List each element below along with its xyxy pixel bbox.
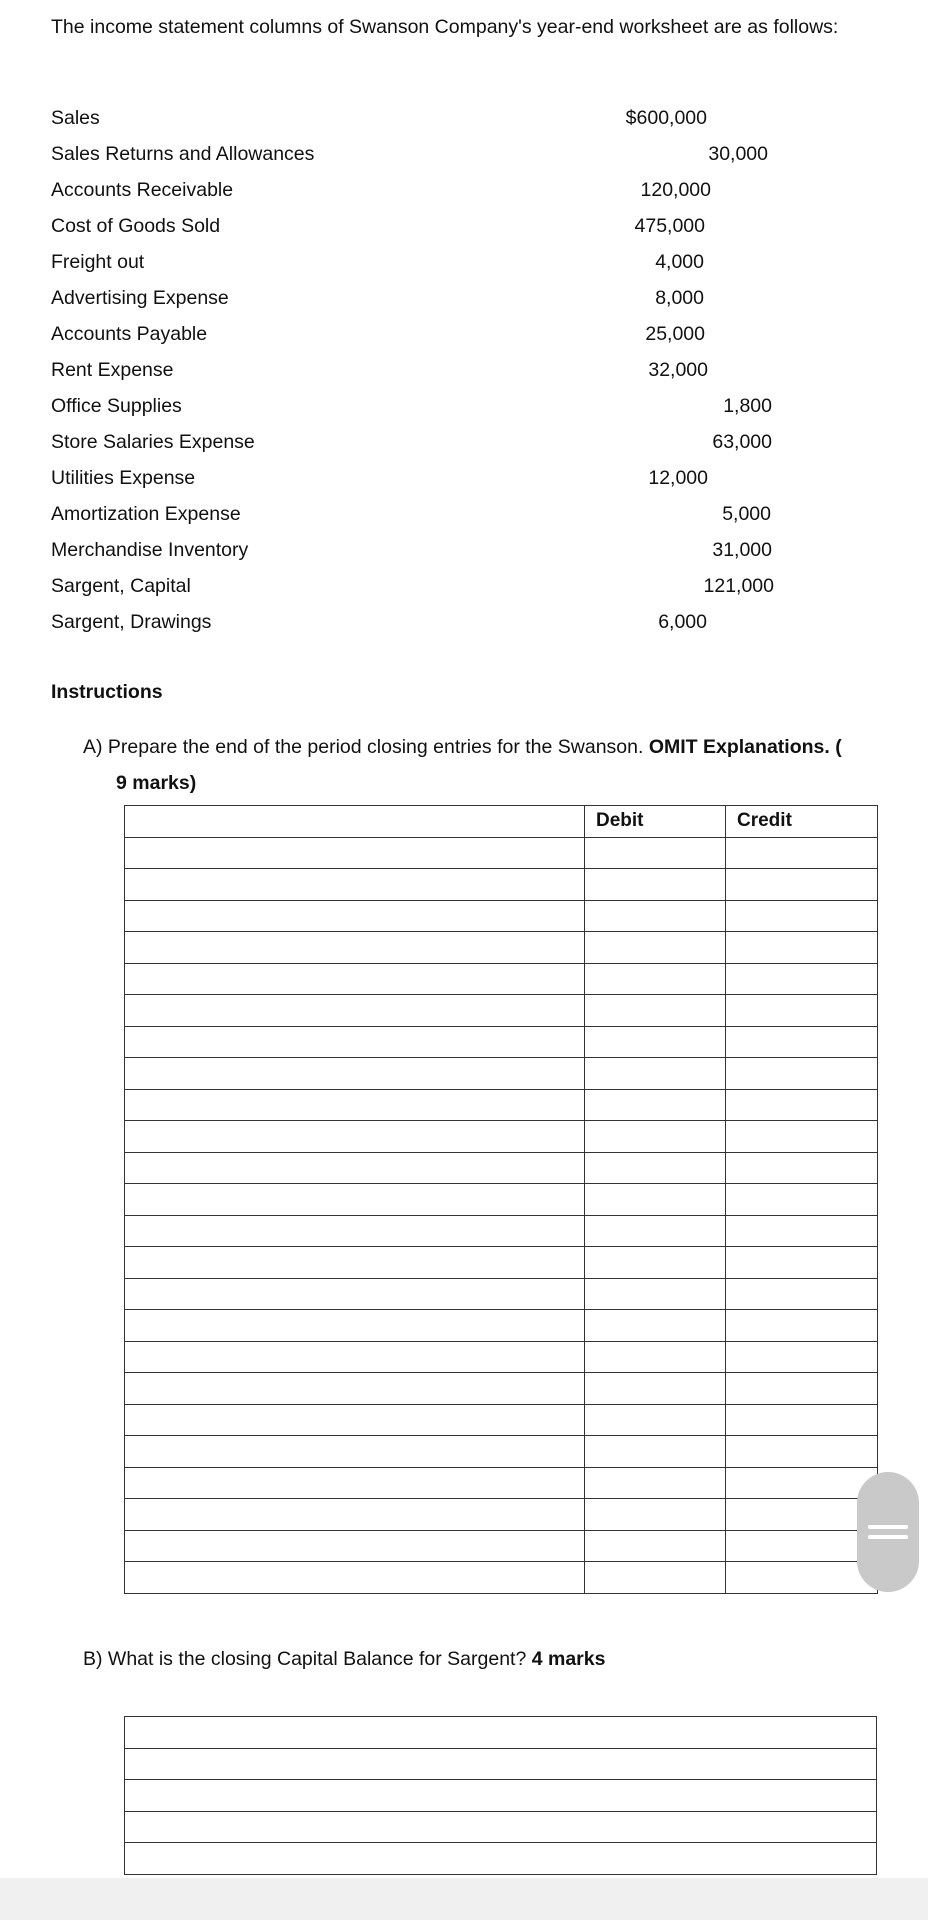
account-amount: 121,000 bbox=[703, 575, 774, 597]
account-name: Cost of Goods Sold bbox=[51, 215, 221, 237]
answer-cell[interactable] bbox=[125, 1843, 877, 1875]
account-amount: 8,000 bbox=[655, 287, 704, 309]
journal-credit-cell[interactable] bbox=[726, 1530, 878, 1562]
journal-row bbox=[125, 1373, 878, 1405]
journal-row bbox=[125, 1404, 878, 1436]
journal-account-cell[interactable] bbox=[125, 1215, 585, 1247]
journal-debit-cell[interactable] bbox=[585, 837, 726, 869]
journal-account-cell[interactable] bbox=[125, 1058, 585, 1090]
journal-row bbox=[125, 1215, 878, 1247]
grip-line-icon bbox=[868, 1535, 908, 1539]
journal-account-cell[interactable] bbox=[125, 1026, 585, 1058]
journal-credit-cell[interactable] bbox=[726, 963, 878, 995]
journal-debit-cell[interactable] bbox=[585, 900, 726, 932]
account-name: Amortization Expense bbox=[51, 503, 241, 525]
journal-header-row bbox=[125, 806, 878, 838]
journal-account-cell[interactable] bbox=[125, 1467, 585, 1499]
journal-account-cell[interactable] bbox=[125, 1436, 585, 1468]
journal-debit-cell[interactable] bbox=[585, 995, 726, 1027]
journal-account-cell[interactable] bbox=[125, 1121, 585, 1153]
journal-debit-cell[interactable] bbox=[585, 1467, 726, 1499]
account-amount: 12,000 bbox=[648, 467, 708, 489]
journal-account-header bbox=[125, 806, 585, 838]
answer-table bbox=[124, 1716, 877, 1875]
question-b-text: B) What is the closing Capital Balance for Sargent? bbox=[83, 1648, 527, 1670]
journal-credit-cell[interactable] bbox=[726, 995, 878, 1027]
journal-account-cell[interactable] bbox=[125, 1341, 585, 1373]
journal-credit-cell[interactable] bbox=[726, 1058, 878, 1090]
account-amount: 475,000 bbox=[634, 215, 705, 237]
journal-credit-cell[interactable] bbox=[726, 1215, 878, 1247]
journal-account-cell[interactable] bbox=[125, 995, 585, 1027]
journal-entry-table bbox=[124, 805, 878, 1594]
journal-row bbox=[125, 932, 878, 964]
journal-row bbox=[125, 1247, 878, 1279]
answer-row bbox=[125, 1811, 877, 1843]
account-amount: 30,000 bbox=[708, 143, 768, 165]
answer-row bbox=[125, 1717, 877, 1749]
journal-debit-cell[interactable] bbox=[585, 1310, 726, 1342]
journal-credit-cell[interactable] bbox=[726, 1278, 878, 1310]
journal-debit-cell[interactable] bbox=[585, 1404, 726, 1436]
journal-account-cell[interactable] bbox=[125, 1278, 585, 1310]
answer-row bbox=[125, 1780, 877, 1812]
journal-debit-cell[interactable] bbox=[585, 1373, 726, 1405]
account-name: Sales Returns and Allowances bbox=[51, 143, 315, 165]
account-name: Office Supplies bbox=[51, 395, 182, 417]
journal-account-cell[interactable] bbox=[125, 837, 585, 869]
account-name: Merchandise Inventory bbox=[51, 539, 249, 561]
journal-account-cell[interactable] bbox=[125, 900, 585, 932]
account-name: Freight out bbox=[51, 251, 145, 273]
journal-row bbox=[125, 963, 878, 995]
journal-credit-cell[interactable] bbox=[726, 1341, 878, 1373]
journal-row bbox=[125, 1499, 878, 1531]
journal-credit-cell[interactable] bbox=[726, 1247, 878, 1279]
journal-debit-cell[interactable] bbox=[585, 1026, 726, 1058]
account-amount: 120,000 bbox=[640, 179, 711, 201]
journal-account-cell[interactable] bbox=[125, 932, 585, 964]
account-name: Sales bbox=[51, 107, 100, 129]
intro-text: The income statement columns of Swanson Company's year-end worksheet are as follows: bbox=[51, 16, 839, 38]
account-amount: 32,000 bbox=[648, 359, 708, 381]
answer-cell[interactable] bbox=[125, 1748, 877, 1780]
journal-row bbox=[125, 1278, 878, 1310]
journal-credit-cell[interactable] bbox=[726, 869, 878, 901]
journal-debit-cell[interactable] bbox=[585, 1247, 726, 1279]
account-amount: 1,800 bbox=[723, 395, 772, 417]
journal-debit-cell[interactable] bbox=[585, 1436, 726, 1468]
journal-credit-cell[interactable] bbox=[726, 837, 878, 869]
journal-debit-cell[interactable] bbox=[585, 1058, 726, 1090]
journal-credit-cell[interactable] bbox=[726, 1499, 878, 1531]
bottom-toolbar bbox=[0, 1878, 928, 1920]
journal-debit-cell[interactable] bbox=[585, 932, 726, 964]
journal-account-cell[interactable] bbox=[125, 963, 585, 995]
answer-cell[interactable] bbox=[125, 1780, 877, 1812]
journal-row bbox=[125, 1310, 878, 1342]
journal-row bbox=[125, 1121, 878, 1153]
journal-account-cell[interactable] bbox=[125, 1404, 585, 1436]
question-a-bold: OMIT Explanations. ( bbox=[648, 736, 842, 758]
journal-credit-cell[interactable] bbox=[726, 900, 878, 932]
journal-row bbox=[125, 1184, 878, 1216]
journal-account-cell[interactable] bbox=[125, 1562, 585, 1594]
answer-cell[interactable] bbox=[125, 1717, 877, 1749]
question-a bbox=[83, 736, 842, 759]
account-amount: $600,000 bbox=[625, 107, 707, 129]
journal-row bbox=[125, 837, 878, 869]
answer-row bbox=[125, 1843, 877, 1875]
instructions-heading: Instructions bbox=[51, 681, 163, 703]
question-a-text: A) Prepare the end of the period closing entries for the Swanson. bbox=[83, 736, 644, 758]
grip-line-icon bbox=[868, 1525, 908, 1529]
account-name: Advertising Expense bbox=[51, 287, 229, 309]
journal-row bbox=[125, 1089, 878, 1121]
journal-debit-cell[interactable] bbox=[585, 1152, 726, 1184]
journal-account-cell[interactable] bbox=[125, 1089, 585, 1121]
account-name: Sargent, Drawings bbox=[51, 611, 212, 633]
journal-account-cell[interactable] bbox=[125, 1184, 585, 1216]
journal-debit-cell[interactable] bbox=[585, 963, 726, 995]
answer-row bbox=[125, 1748, 877, 1780]
account-amount: 63,000 bbox=[712, 431, 772, 453]
journal-row bbox=[125, 995, 878, 1027]
account-name: Sargent, Capital bbox=[51, 575, 191, 597]
journal-row bbox=[125, 1152, 878, 1184]
journal-row bbox=[125, 869, 878, 901]
journal-debit-cell[interactable] bbox=[585, 1184, 726, 1216]
journal-credit-cell[interactable] bbox=[726, 1404, 878, 1436]
journal-row bbox=[125, 900, 878, 932]
journal-row bbox=[125, 1026, 878, 1058]
scroll-handle[interactable] bbox=[857, 1472, 919, 1592]
journal-credit-cell[interactable] bbox=[726, 1089, 878, 1121]
journal-debit-cell[interactable] bbox=[585, 1278, 726, 1310]
journal-debit-cell[interactable] bbox=[585, 1215, 726, 1247]
account-name: Utilities Expense bbox=[51, 467, 196, 489]
journal-credit-cell[interactable] bbox=[726, 1121, 878, 1153]
journal-credit-cell[interactable] bbox=[726, 1373, 878, 1405]
journal-account-cell[interactable] bbox=[125, 1310, 585, 1342]
journal-credit-cell[interactable] bbox=[726, 1467, 878, 1499]
journal-account-cell[interactable] bbox=[125, 869, 585, 901]
journal-debit-cell[interactable] bbox=[585, 1341, 726, 1373]
journal-credit-cell[interactable] bbox=[726, 1310, 878, 1342]
account-amount: 4,000 bbox=[655, 251, 704, 273]
journal-debit-cell[interactable] bbox=[585, 869, 726, 901]
account-amount: 31,000 bbox=[712, 539, 772, 561]
journal-credit-cell[interactable] bbox=[726, 1152, 878, 1184]
journal-row bbox=[125, 1530, 878, 1562]
journal-account-cell[interactable] bbox=[125, 1499, 585, 1531]
journal-credit-cell[interactable] bbox=[726, 1436, 878, 1468]
journal-row bbox=[125, 1562, 878, 1594]
credit-header: Credit bbox=[726, 806, 878, 838]
account-name: Rent Expense bbox=[51, 359, 174, 381]
account-amount: 6,000 bbox=[658, 611, 707, 633]
journal-credit-cell[interactable] bbox=[726, 1184, 878, 1216]
journal-credit-cell[interactable] bbox=[726, 932, 878, 964]
journal-row bbox=[125, 1341, 878, 1373]
debit-header: Debit bbox=[585, 806, 726, 838]
journal-debit-cell[interactable] bbox=[585, 1499, 726, 1531]
journal-credit-cell[interactable] bbox=[726, 1026, 878, 1058]
question-b bbox=[83, 1648, 605, 1671]
journal-account-cell[interactable] bbox=[125, 1152, 585, 1184]
journal-row bbox=[125, 1436, 878, 1468]
account-amount: 5,000 bbox=[722, 503, 771, 525]
journal-account-cell[interactable] bbox=[125, 1530, 585, 1562]
journal-account-cell[interactable] bbox=[125, 1373, 585, 1405]
question-a-marks: 9 marks) bbox=[116, 772, 197, 794]
journal-debit-cell[interactable] bbox=[585, 1089, 726, 1121]
journal-debit-cell[interactable] bbox=[585, 1530, 726, 1562]
account-amount: 25,000 bbox=[645, 323, 705, 345]
question-b-marks: 4 marks bbox=[531, 1648, 606, 1670]
journal-row bbox=[125, 1058, 878, 1090]
account-name: Accounts Receivable bbox=[51, 179, 234, 201]
journal-account-cell[interactable] bbox=[125, 1247, 585, 1279]
journal-debit-cell[interactable] bbox=[585, 1121, 726, 1153]
account-name: Accounts Payable bbox=[51, 323, 208, 345]
journal-debit-cell[interactable] bbox=[585, 1562, 726, 1594]
answer-cell[interactable] bbox=[125, 1811, 877, 1843]
account-name: Store Salaries Expense bbox=[51, 431, 255, 453]
journal-credit-cell[interactable] bbox=[726, 1562, 878, 1594]
journal-row bbox=[125, 1467, 878, 1499]
